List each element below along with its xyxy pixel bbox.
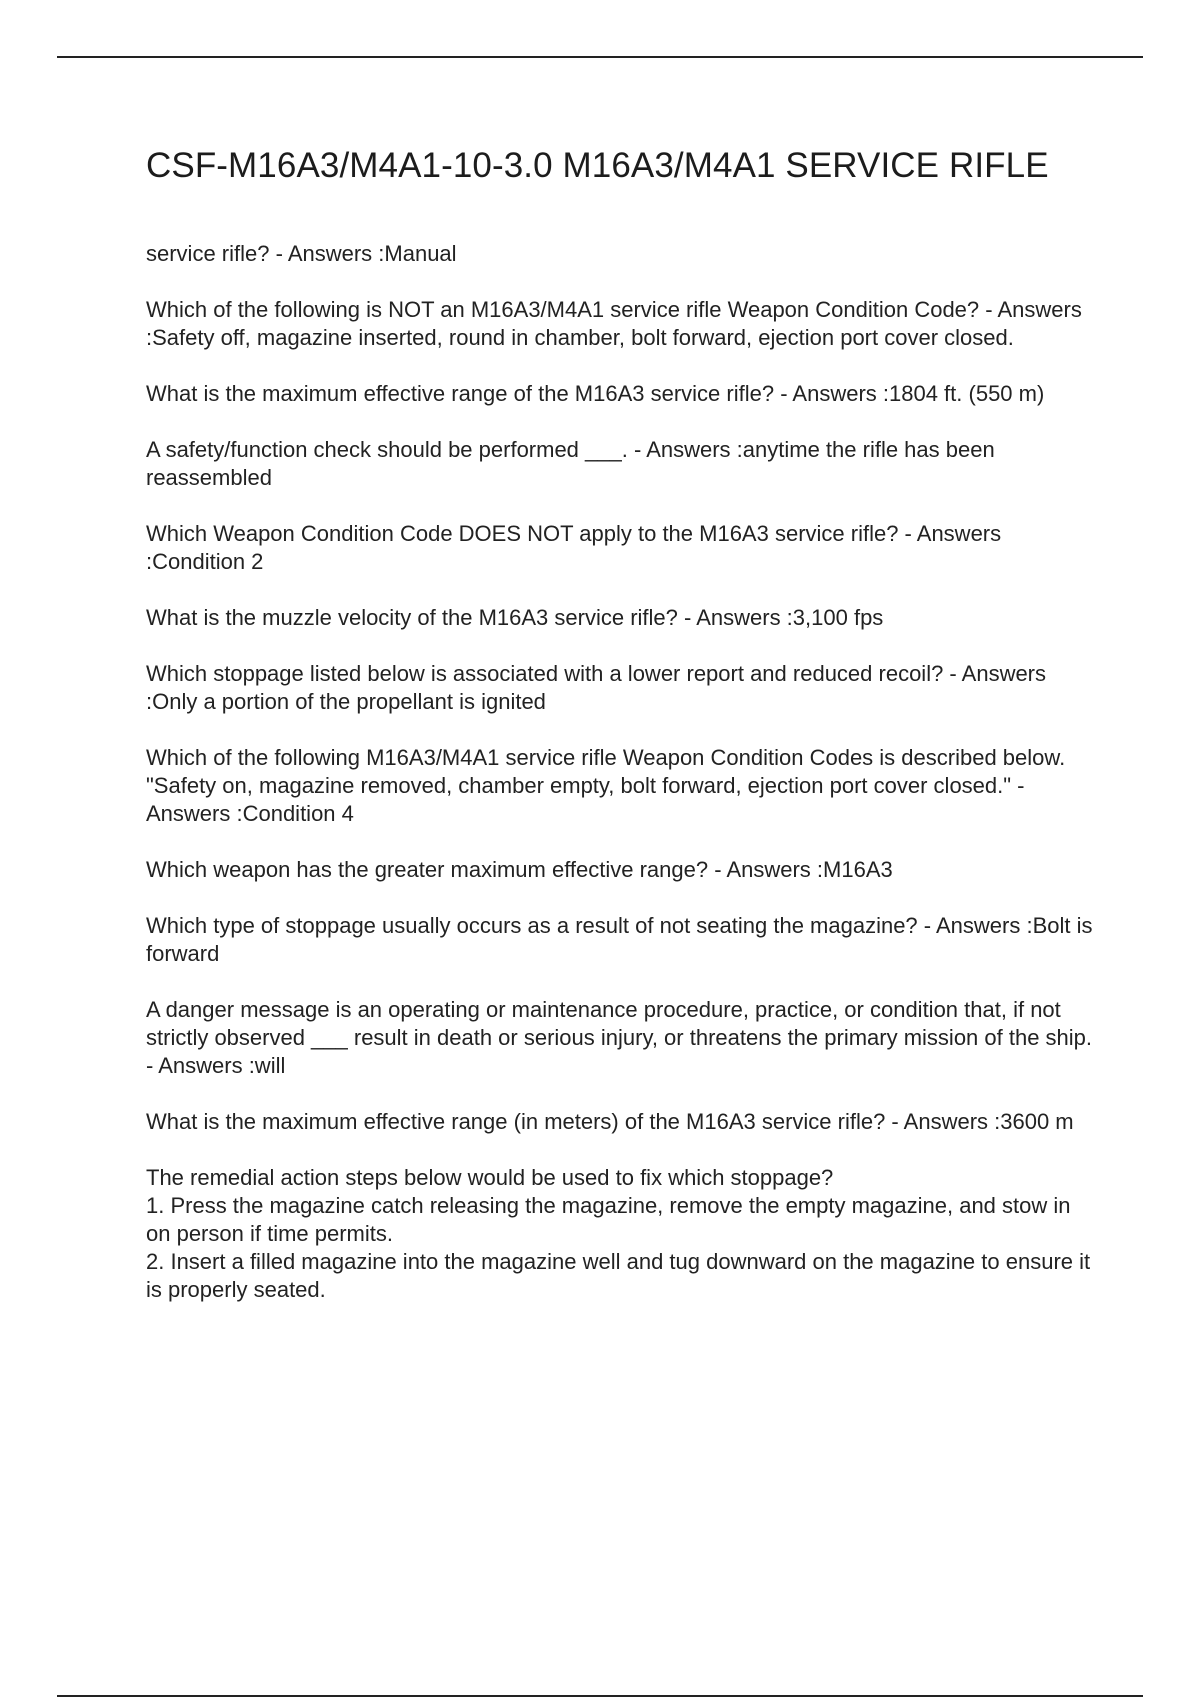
qa-entry <box>146 1164 1096 1304</box>
qa-text: What is the maximum effective range (in meters) of the M16A3 service rifle? - Answers :3600 m <box>146 1109 1074 1134</box>
qa-text: Which stoppage listed below is associated with a lower report and reduced recoil? - Answers :Only a portion of the propellant is ignited <box>146 661 1047 714</box>
qa-entry <box>146 1108 1096 1136</box>
qa-text: What is the muzzle velocity of the M16A3 service rifle? - Answers :3,100 fps <box>146 605 884 630</box>
qa-text: Which type of stoppage usually occurs as a result of not seating the magazine? - Answers :Bolt is forward <box>146 913 1093 966</box>
qa-entry <box>146 604 1096 632</box>
qa-text: service rifle? - Answers :Manual <box>146 241 457 266</box>
qa-text: Which of the following is NOT an M16A3/M4A1 service rifle Weapon Condition Code? - Answers :Safety off, magazine inserted, round in chamber, bolt forward, ejection port cover closed. <box>146 297 1082 350</box>
qa-text: 2. Insert a filled magazine into the magazine well and tug downward on the magazine to ensure it is properly seated. <box>146 1249 1091 1302</box>
document-body <box>146 142 1096 1332</box>
qa-text: What is the maximum effective range of the M16A3 service rifle? - Answers :1804 ft. (550 m) <box>146 381 1045 406</box>
qa-entry <box>146 296 1096 352</box>
qa-entry <box>146 660 1096 716</box>
qa-entry <box>146 520 1096 576</box>
bottom-divider <box>57 1695 1143 1697</box>
qa-entry <box>146 380 1096 408</box>
qa-entry <box>146 856 1096 884</box>
qa-text: A danger message is an operating or maintenance procedure, practice, or condition that, if not strictly observed ___ result in death or serious injury, or threatens the primary mission of the ship. - Answers :will <box>146 997 1093 1078</box>
qa-text: 1. Press the magazine catch releasing the magazine, remove the empty magazine, and stow in on person if time permits. <box>146 1193 1071 1246</box>
qa-entry <box>146 240 1096 268</box>
qa-text: Which of the following M16A3/M4A1 service rifle Weapon Condition Codes is described below. <box>146 745 1066 770</box>
qa-entry <box>146 996 1096 1080</box>
qa-list <box>146 240 1096 1304</box>
qa-text: Which Weapon Condition Code DOES NOT apply to the M16A3 service rifle? - Answers :Condition 2 <box>146 521 1002 574</box>
qa-text: A safety/function check should be performed ___. - Answers :anytime the rifle has been reassembled <box>146 437 995 490</box>
qa-entry <box>146 436 1096 492</box>
qa-text: Which weapon has the greater maximum effective range? - Answers :M16A3 <box>146 857 893 882</box>
qa-text: "Safety on, magazine removed, chamber empty, bolt forward, ejection port cover closed." - Answers :Condition 4 <box>146 773 1025 826</box>
document-title: CSF-M16A3/M4A1-10-3.0 M16A3/M4A1 SERVICE RIFLE <box>146 146 1049 185</box>
qa-entry <box>146 744 1096 828</box>
qa-entry <box>146 912 1096 968</box>
top-divider <box>57 56 1143 58</box>
qa-text: The remedial action steps below would be used to fix which stoppage? <box>146 1165 834 1190</box>
